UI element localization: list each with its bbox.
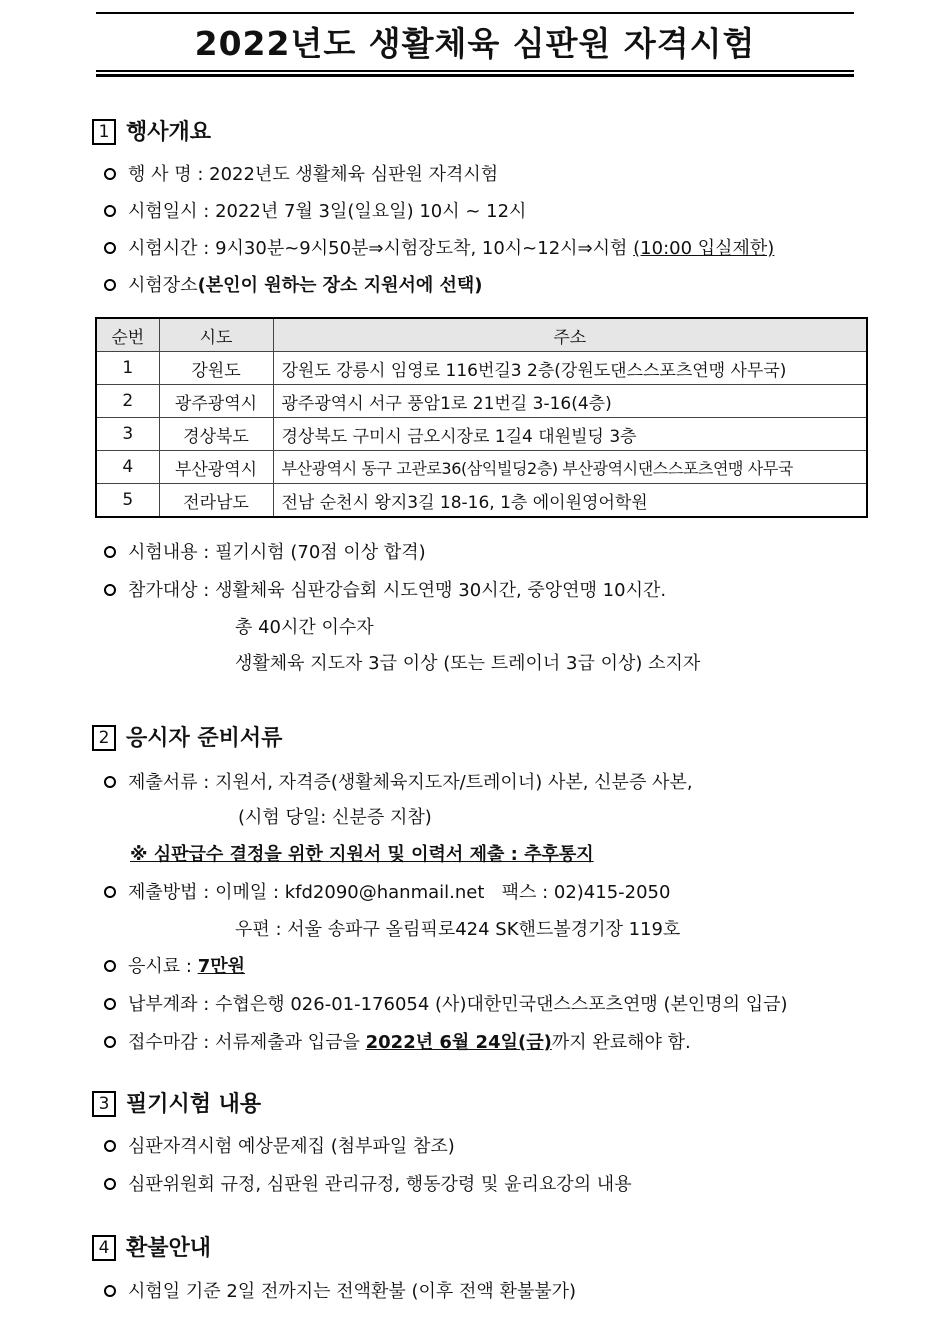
circle-bullet-icon: [104, 776, 116, 788]
mail-address-line: 우편 : 서울 송파구 올림픽로424 SK핸드볼경기장 119호: [235, 919, 681, 940]
row-region: 부산광역시: [159, 451, 273, 484]
circle-bullet-icon: [104, 205, 116, 217]
row-address: 경상북도 구미시 금오시장로 1길4 대원빌딩 3층: [273, 418, 867, 451]
section-3-number: 3: [92, 1091, 116, 1117]
row-number: 4: [96, 451, 159, 484]
row-number: 2: [96, 385, 159, 418]
fee-label: 응시료: [128, 956, 181, 977]
exam-date-line: 시험일시 : 2022년 7월 3일(일요일) 10시 ~ 12시: [104, 199, 526, 225]
circle-bullet-icon: [104, 168, 116, 180]
eligibility-line: 참가대상 : 생활체육 심판강습회 시도연맹 30시간, 중앙연맹 10시간.: [104, 578, 666, 604]
row-number: 5: [96, 484, 159, 518]
exam-content-line: 시험내용 : 필기시험 (70점 이상 합격): [104, 540, 426, 566]
payment-account-line: 납부계좌 : 수협은행 026-01-176054 (사)대한민국댄스스포츠연맹 (본인명의 입금): [104, 992, 788, 1018]
circle-bullet-icon: [104, 1140, 116, 1152]
submission-method-value: 이메일 : kfd2090@hanmail.net 팩스 : 02)415-2050: [215, 882, 671, 903]
deadline-date: 2022년 6월 24일(금): [365, 1032, 552, 1053]
row-address: 강원도 강릉시 임영로 116번길3 2층(강원도댄스스포츠연맹 사무국): [273, 352, 867, 385]
circle-bullet-icon: [104, 242, 116, 254]
section-4-heading: [92, 1234, 211, 1264]
circle-bullet-icon: [104, 1036, 116, 1048]
col-header-region: 시도: [159, 318, 273, 352]
circle-bullet-icon: [104, 1285, 116, 1297]
col-header-number: 순번: [96, 318, 159, 352]
section-1-heading: [92, 118, 211, 148]
section-4-number: 4: [92, 1235, 116, 1261]
row-number: 1: [96, 352, 159, 385]
circle-bullet-icon: [104, 279, 116, 291]
venue-table-header: [96, 318, 867, 352]
exam-date-value: 2022년 7월 3일(일요일) 10시 ~ 12시: [215, 201, 527, 222]
section-1-number: 1: [92, 119, 116, 145]
eligibility-label: 참가대상: [128, 580, 198, 601]
refund-policy: 시험일 기준 2일 전까지는 전액환불 (이후 전액 환불불가): [128, 1281, 577, 1302]
exam-time-label: 시험시간: [128, 238, 198, 259]
deadline-line: 접수마감 : 서류제출과 입금을 2022년 6월 24일(금)까지 완료해야 함.: [104, 1030, 691, 1056]
section-2-number: 2: [92, 725, 116, 751]
row-region: 강원도: [159, 352, 273, 385]
exam-content-label: 시험내용: [128, 542, 198, 563]
documents-line-2: (시험 당일: 신분증 지참): [238, 807, 432, 828]
exam-venue-note: (본인이 원하는 장소 지원서에 선택): [197, 275, 483, 296]
documents-label: 제출서류: [128, 772, 198, 793]
table-row: [96, 484, 867, 518]
section-3-title: 필기시험 내용: [126, 1092, 262, 1117]
title-bottom-rule-2: [96, 74, 854, 77]
circle-bullet-icon: [104, 886, 116, 898]
row-address: 전남 순천시 왕지3길 18-16, 1층 에이원영어학원: [273, 484, 867, 518]
written-exam-item-2: 심판위원회 규정, 심판원 관리규정, 행동강령 및 윤리요강의 내용: [128, 1174, 632, 1195]
row-address: 광주광역시 서구 풍암1로 21번길 3-16(4층): [273, 385, 867, 418]
deadline-pre: 서류제출과 입금을: [215, 1032, 366, 1053]
section-1-title: 행사개요: [126, 120, 212, 145]
event-name-label: 행 사 명: [128, 164, 192, 185]
written-exam-line-2: [104, 1172, 632, 1198]
event-name-line: 행 사 명 : 2022년도 생활체육 심판원 자격시험: [104, 162, 498, 188]
exam-content-value: 필기시험 (70점 이상 합격): [215, 542, 426, 563]
row-number: 3: [96, 418, 159, 451]
exam-time-line: 시험시간 : 9시30분~9시50분⇒시험장도착, 10시~12시⇒시험 (10:00 입실제한): [104, 236, 774, 262]
exam-venue-label: 시험장소: [128, 275, 198, 296]
row-region: 경상북도: [159, 418, 273, 451]
title-bottom-rule-1: [96, 70, 854, 72]
documents-value: 지원서, 자격증(생활체육지도자/트레이너) 사본, 신분증 사본,: [215, 772, 693, 793]
circle-bullet-icon: [104, 998, 116, 1010]
fee-line: 응시료 : 7만원: [104, 954, 245, 980]
payment-account-value: 수협은행 026-01-176054 (사)대한민국댄스스포츠연맹 (본인명의 입금): [215, 994, 788, 1015]
section-2-heading: [92, 724, 282, 754]
title-top-rule: [96, 12, 854, 14]
circle-bullet-icon: [104, 546, 116, 558]
page-title: 2022년도 생활체육 심판원 자격시험: [194, 24, 756, 63]
row-address: 부산광역시 동구 고관로36(삼익빌딩2층) 부산광역시댄스스포츠연맹 사무국: [273, 451, 867, 484]
row-region: 전라남도: [159, 484, 273, 518]
row-region: 광주광역시: [159, 385, 273, 418]
circle-bullet-icon: [104, 584, 116, 596]
venue-table: [95, 317, 868, 518]
table-row: [96, 418, 867, 451]
eligibility-line-2: 총 40시간 이수자: [235, 617, 374, 638]
written-exam-item-1: 심판자격시험 예상문제집 (첨부파일 참조): [128, 1136, 455, 1157]
documents-line: 제출서류 : 지원서, 자격증(생활체육지도자/트레이너) 사본, 신분증 사본,: [104, 770, 693, 796]
exam-time-value: 9시30분~9시50분⇒시험장도착, 10시~12시⇒시험: [215, 238, 634, 259]
eligibility-line-3: 생활체육 지도자 3급 이상 (또는 트레이너 3급 이상) 소지자: [235, 653, 701, 674]
refund-line: [104, 1279, 576, 1305]
table-row: [96, 451, 867, 484]
submission-method-label: 제출방법: [128, 882, 198, 903]
exam-venue-line: [104, 273, 483, 299]
deadline-post: 까지 완료해야 함.: [551, 1032, 691, 1053]
fee-value: 7만원: [197, 956, 245, 977]
table-row: [96, 385, 867, 418]
written-exam-line-1: [104, 1134, 455, 1160]
submission-method-line: 제출방법 : 이메일 : kfd2090@hanmail.net 팩스 : 02)415-2050: [104, 880, 670, 906]
payment-account-label: 납부계좌: [128, 994, 198, 1015]
circle-bullet-icon: [104, 1178, 116, 1190]
referee-grade-note: ※ 심판급수 결정을 위한 지원서 및 이력서 제출 : 추후통지: [130, 844, 594, 865]
table-row: [96, 352, 867, 385]
section-4-title: 환불안내: [126, 1236, 212, 1261]
col-header-address: 주소: [273, 318, 867, 352]
exam-date-label: 시험일시: [128, 201, 198, 222]
section-3-heading: [92, 1090, 261, 1120]
title-box: [96, 12, 854, 76]
section-2-title: 응시자 준비서류: [126, 726, 283, 751]
deadline-label: 접수마감: [128, 1032, 198, 1053]
event-name-value: 2022년도 생활체육 심판원 자격시험: [209, 164, 499, 185]
eligibility-value: 생활체육 심판강습회 시도연맹 30시간, 중앙연맹 10시간.: [215, 580, 667, 601]
circle-bullet-icon: [104, 960, 116, 972]
entry-limit-note: (10:00 입실제한): [633, 238, 775, 259]
